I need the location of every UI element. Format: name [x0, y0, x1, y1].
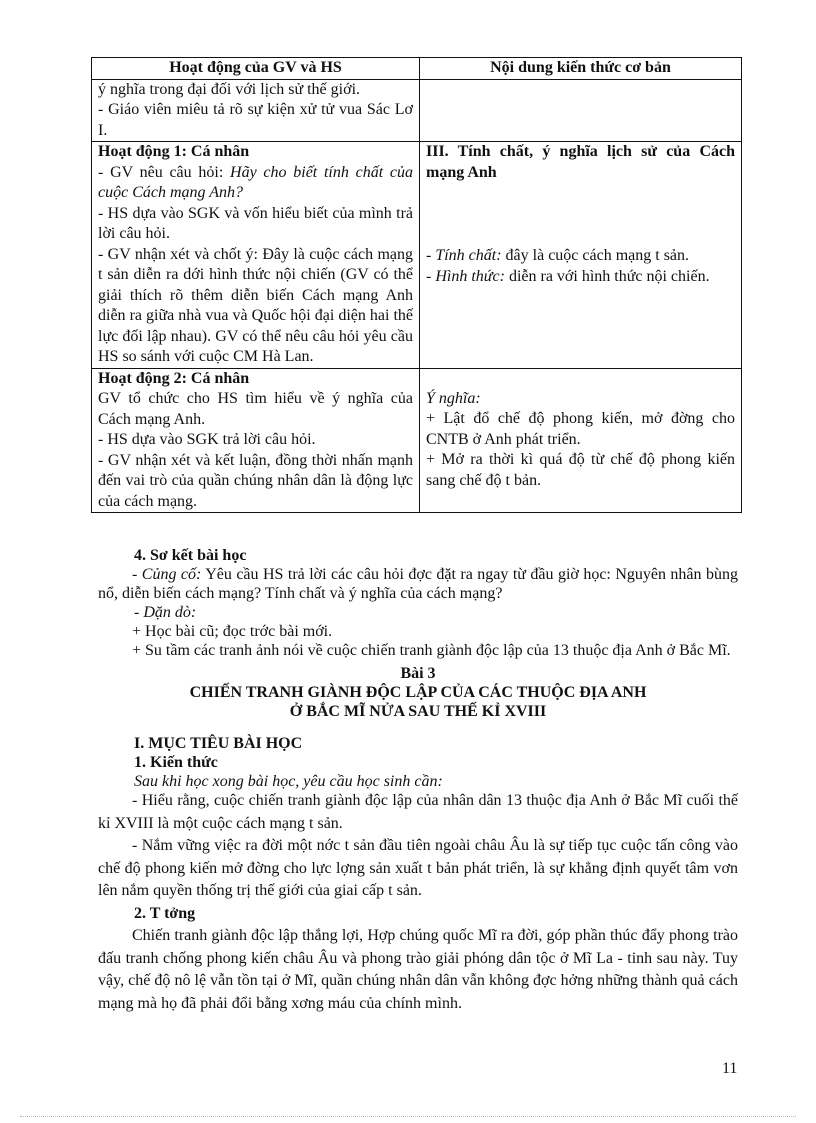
objectives-body [98, 790, 738, 1015]
table-row [92, 368, 742, 513]
knowledge-item2: - Nắm vững việc ra đời một nớc t sản đầu tiên ngoài châu Âu là sự tiếp tục cuộc tấn công vào chế độ phong kiến mở đờng cho lực lợng sản xuất t bản phát triển, là sự khẳng định quyết tâm vơn lên nắm quyền thống trị thế giới của giai cấp t sản. [98, 837, 738, 899]
activity2-p2: - HS dựa vào SGK trả lời câu hỏi. [98, 431, 316, 448]
meaning-label: Ý nghĩa: [426, 389, 481, 407]
section3-title: III. Tính chất, ý nghĩa lịch sử của Cách mạng Anh [426, 143, 735, 181]
nature-line [426, 246, 735, 267]
homework-item2: + Su tầm các tranh ảnh nói về cuộc chiến tranh giành độc lập của 13 thuộc địa Anh ở Bắc Mĩ. [132, 642, 731, 659]
lesson-title-line1: CHIẾN TRANH GIÀNH ĐỘC LẬP CỦA CÁC THUỘC ĐỊA ANH [189, 684, 647, 701]
lesson-number: Bài 3 [400, 665, 436, 682]
row1-left [92, 79, 420, 142]
meaning-p2: + Mở ra thời kì quá độ từ chế độ phong kiến sang chế độ t bản. [426, 451, 735, 489]
review-text: Yêu cầu HS trả lời các câu hỏi đợc đặt ra ngay từ đầu giờ học: Nguyên nhân bùng nổ, diễn biến cách mạng? Tính chất và ý nghĩa của cách mạng? [98, 566, 738, 602]
activity2-p3: - GV nhận xét và kết luận, đồng thời nhấn mạnh đến vai trò của quần chúng nhân dân là động lực của cách mạng. [98, 451, 413, 510]
summary-section [98, 546, 738, 660]
objectives-intro: Sau khi học xong bài học, yêu cầu học sinh cần: [134, 773, 443, 790]
header-content: Nội dung kiến thức cơ bản [420, 58, 742, 80]
activity1-question [98, 163, 413, 204]
q-italic: Hãy cho biết tính chất của cuộc Cách mạng Anh? [98, 163, 414, 201]
nature-text: đây là cuộc cách mạng t sản. [501, 247, 690, 264]
row2-left [92, 142, 420, 369]
row2-right [420, 142, 742, 369]
table-header-row [92, 58, 742, 80]
thought-paragraph: Chiến tranh giành độc lập thắng lợi, Hợp chúng quốc Mĩ ra đời, góp phần thúc đẩy phong trào đấu tranh chống phong kiến châu Âu và phong trào giải phóng dân tộc ở Mĩ La - tinh sau này. Tuy vậy, chế độ nô lệ vẫn tồn tại ở Mĩ, quần chúng nhân dân vẫn không đợc hởng những thành quả cách mạng mà họ đã phải đổi bằng xơng máu của chính mình. [98, 927, 738, 1012]
lesson-title-line2: Ở BẮC MĨ NỬA SAU THẾ KỈ XVIII [289, 703, 547, 720]
form-line [426, 267, 735, 288]
lesson-title-block [98, 664, 738, 721]
thought-heading: 2. T tởng [134, 904, 196, 922]
row1-left-p2: - Giáo viên miêu tả rõ sự kiện xử tử vua Sác Lơ I. [98, 101, 413, 139]
form-text: diễn ra với hình thức nội chiến. [504, 267, 710, 285]
form-label: - Hình thức: [426, 267, 505, 285]
nature-label: - Tính chất: [426, 247, 502, 264]
q-prefix: - GV nêu câu hỏi: [98, 163, 231, 181]
row1-left-p1: ý nghĩa trong đại đối với lịch sử thế giới. [98, 80, 361, 98]
homework-item1: + Học bài cũ; đọc trớc bài mới. [132, 623, 333, 640]
lesson-table [91, 57, 742, 513]
objectives-heading-block [98, 734, 738, 791]
activity1-p2: - HS dựa vào SGK và vốn hiểu biết của mình trả lời câu hỏi. [98, 204, 413, 242]
objectives-heading: I. MỤC TIÊU BÀI HỌC [134, 735, 303, 752]
review-label: - Củng cố: [132, 566, 202, 583]
page-number: 11 [722, 1060, 738, 1077]
row1-right [420, 79, 742, 142]
knowledge-heading: 1. Kiến thức [134, 754, 218, 771]
summary-heading: 4. Sơ kết bài học [134, 547, 247, 564]
homework-label: - Dặn dò: [134, 604, 197, 621]
table-row [92, 79, 742, 142]
activity1-p3: - GV nhận xét và chốt ý: Đây là cuộc cách mạng t sản diễn ra dới hình thức nội chiến (GV có thể giải thích rõ thêm diễn biến Cách mạng Anh diễn ra giữa nhà vua và Quốc hội đại diện hai thế lực đối lập nhau). GV có thể nêu câu hỏi yêu cầu HS so sánh với cuộc CM Hà Lan. [98, 245, 413, 365]
activity1-title: Hoạt động 1: Cá nhân [98, 143, 250, 160]
meaning-p1: + Lật đổ chế độ phong kiến, mở đờng cho CNTB ở Anh phát triển. [426, 410, 735, 448]
row3-left [92, 368, 420, 513]
review-paragraph [98, 565, 738, 603]
table-row [92, 142, 742, 369]
knowledge-item1: - Hiểu rằng, cuộc chiến tranh giành độc lập của nhân dân 13 thuộc địa Anh ở Bắc Mĩ cuối thế kỉ XVIII là một cuộc cách mạng t sản. [98, 792, 738, 832]
page-bottom-divider [20, 1116, 796, 1117]
activity2-p1: GV tổ chức cho HS tìm hiểu về ý nghĩa của Cách mạng Anh. [98, 390, 413, 428]
header-activities: Hoạt động của GV và HS [92, 58, 420, 80]
activity2-title: Hoạt động 2: Cá nhân [98, 369, 250, 387]
row3-right [420, 368, 742, 513]
